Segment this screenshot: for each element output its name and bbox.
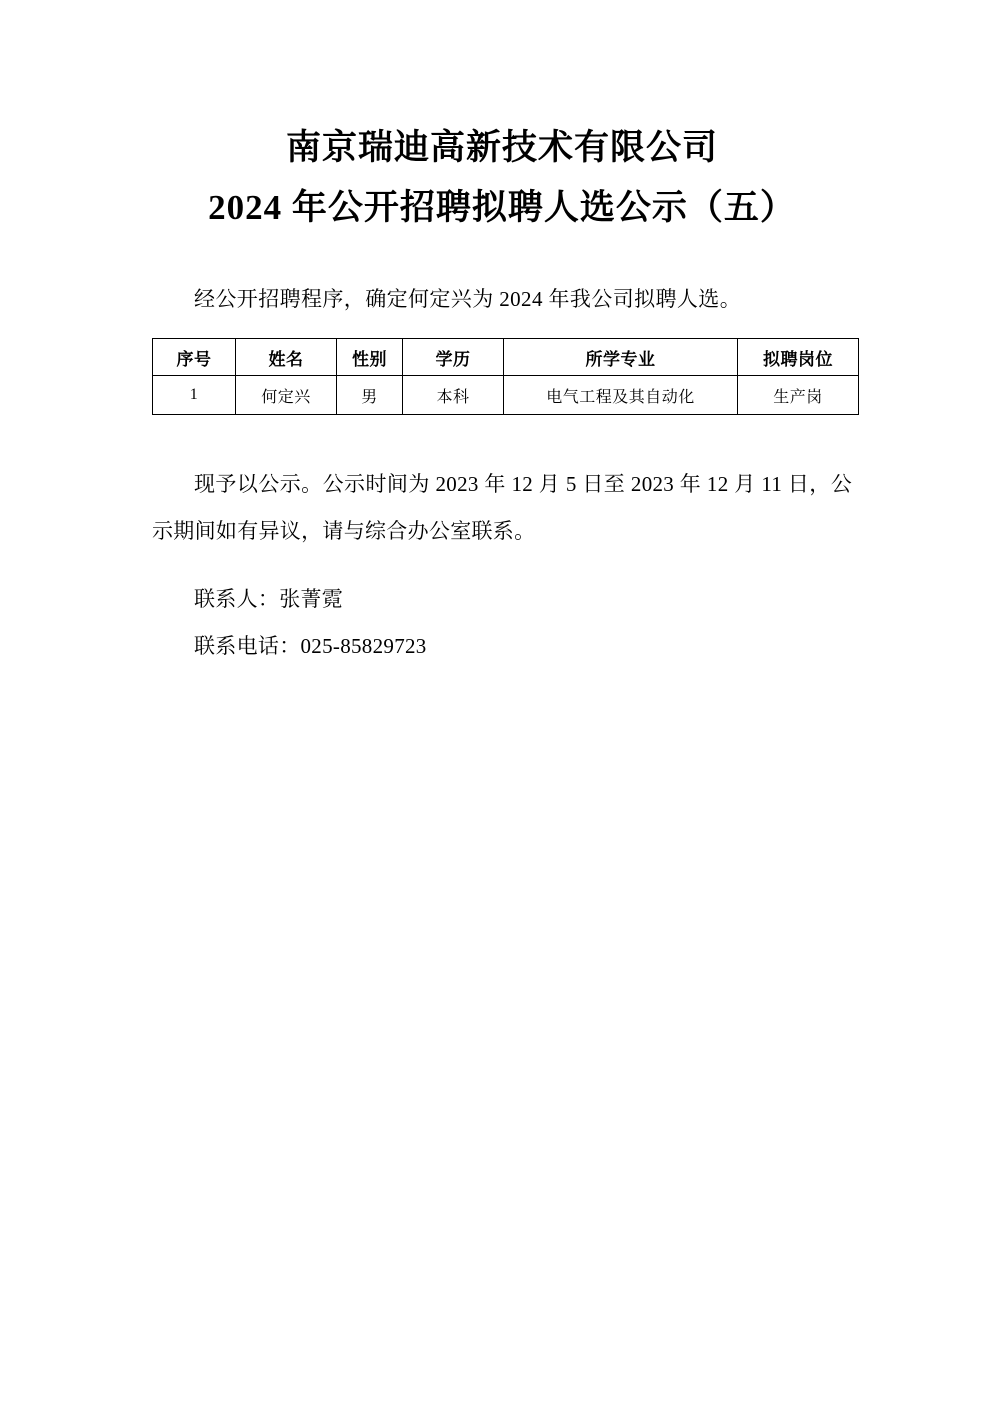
notice-paragraph: 现予以公示。公示时间为 2023 年 12 月 5 日至 2023 年 12 月 11 日，公示期间如有异议，请与综合办公室联系。 bbox=[152, 472, 852, 543]
cell-seq: 1 bbox=[153, 376, 236, 415]
table-row bbox=[153, 376, 859, 415]
title-line-company: 南京瑞迪高新技术有限公司 bbox=[285, 128, 718, 167]
contact-phone-line: 联系电话：025-85829723 bbox=[194, 634, 427, 658]
table-header-row bbox=[153, 339, 859, 376]
table-header bbox=[153, 339, 859, 376]
document-body bbox=[152, 0, 852, 670]
contact-person-line: 联系人：张菁霓 bbox=[194, 587, 344, 611]
cell-major: 电气工程及其自动化 bbox=[504, 376, 738, 415]
cell-post: 生产岗 bbox=[738, 376, 859, 415]
intro-paragraph: 经公开招聘程序，确定何定兴为 2024 年我公司拟聘人选。 bbox=[194, 287, 742, 311]
table-header-post: 拟聘岗位 bbox=[738, 339, 859, 376]
table-header-education: 学历 bbox=[403, 339, 504, 376]
cell-education: 本科 bbox=[403, 376, 504, 415]
cell-name: 何定兴 bbox=[236, 376, 337, 415]
table-header-name: 姓名 bbox=[236, 339, 337, 376]
cell-gender: 男 bbox=[337, 376, 403, 415]
candidate-table bbox=[152, 338, 859, 415]
table-header-major: 所学专业 bbox=[504, 339, 738, 376]
table-header-gender: 性别 bbox=[337, 339, 403, 376]
table-header-seq: 序号 bbox=[153, 339, 236, 376]
title-line-subject: 2024 年公开招聘拟聘人选公示（五） bbox=[208, 188, 796, 227]
document-title bbox=[152, 0, 852, 234]
table-body bbox=[153, 376, 859, 415]
